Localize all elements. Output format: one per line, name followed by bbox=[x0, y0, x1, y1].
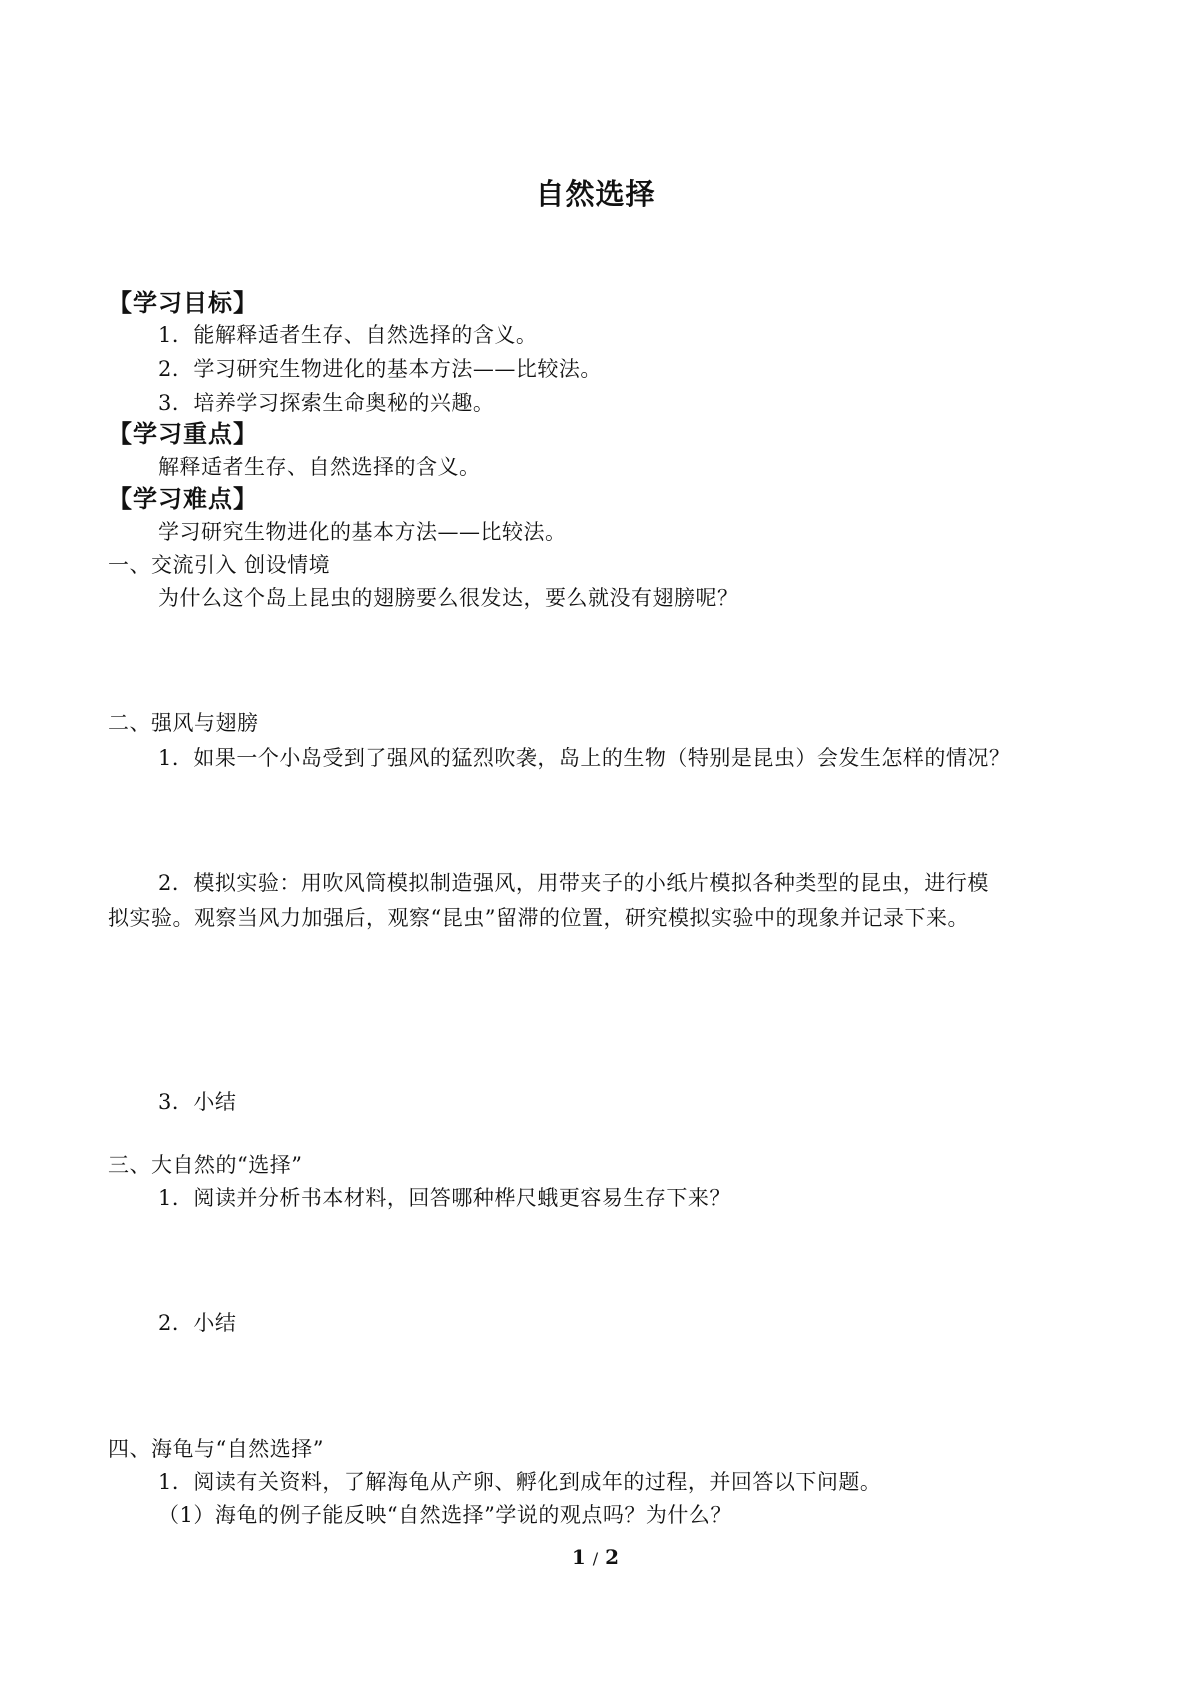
part1-heading: 一、交流引入 创设情境 bbox=[108, 553, 331, 577]
difficulty-text: 学习研究生物进化的基本方法——比较法。 bbox=[158, 520, 567, 544]
part3-heading: 三、大自然的“选择” bbox=[108, 1153, 303, 1177]
difficulty-header: 【学习难点】 bbox=[108, 485, 258, 513]
page-separator: / bbox=[592, 1549, 599, 1568]
part4-heading: 四、海龟与“自然选择” bbox=[108, 1437, 324, 1461]
objectives-header: 【学习目标】 bbox=[108, 289, 258, 317]
part2-item-2-line-2: 拟实验。观察当风力加强后，观察“昆虫”留滞的位置，研究模拟实验中的现象并记录下来。 bbox=[108, 906, 969, 930]
part3-item-1: 1．阅读并分析书本材料，回答哪种桦尺蛾更容易生存下来？ bbox=[158, 1186, 731, 1210]
part2-item-1: 1．如果一个小岛受到了强风的猛烈吹袭，岛上的生物（特别是昆虫）会发生怎样的情况？ bbox=[158, 746, 1011, 770]
part4-sub-1: （1）海龟的例子能反映“自然选择”学说的观点吗？为什么？ bbox=[158, 1503, 732, 1527]
page-current: 1 bbox=[571, 1545, 586, 1569]
key-points-text: 解释适者生存、自然选择的含义。 bbox=[158, 455, 481, 479]
part2-item-2-line-1: 2．模拟实验：用吹风筒模拟制造强风，用带夹子的小纸片模拟各种类型的昆虫，进行模 bbox=[158, 871, 989, 895]
objective-item-3: 3．培养学习探索生命奥秘的兴趣。 bbox=[158, 391, 495, 415]
part3-item-2: 2．小结 bbox=[158, 1311, 237, 1335]
key-points-header: 【学习重点】 bbox=[108, 420, 258, 448]
page-number bbox=[0, 1545, 1191, 1569]
part2-item-3: 3．小结 bbox=[158, 1090, 237, 1114]
part1-question: 为什么这个岛上昆虫的翅膀要么很发达，要么就没有翅膀呢？ bbox=[158, 586, 739, 610]
part4-item-1: 1．阅读有关资料，了解海龟从产卵、孵化到成年的过程，并回答以下问题。 bbox=[158, 1470, 882, 1494]
part2-heading: 二、强风与翅膀 bbox=[108, 711, 259, 735]
document-title: 自然选择 bbox=[535, 177, 656, 211]
objective-item-2: 2．学习研究生物进化的基本方法——比较法。 bbox=[158, 357, 602, 381]
page-total: 2 bbox=[605, 1545, 620, 1569]
objective-item-1: 1．能解释适者生存、自然选择的含义。 bbox=[158, 323, 538, 347]
